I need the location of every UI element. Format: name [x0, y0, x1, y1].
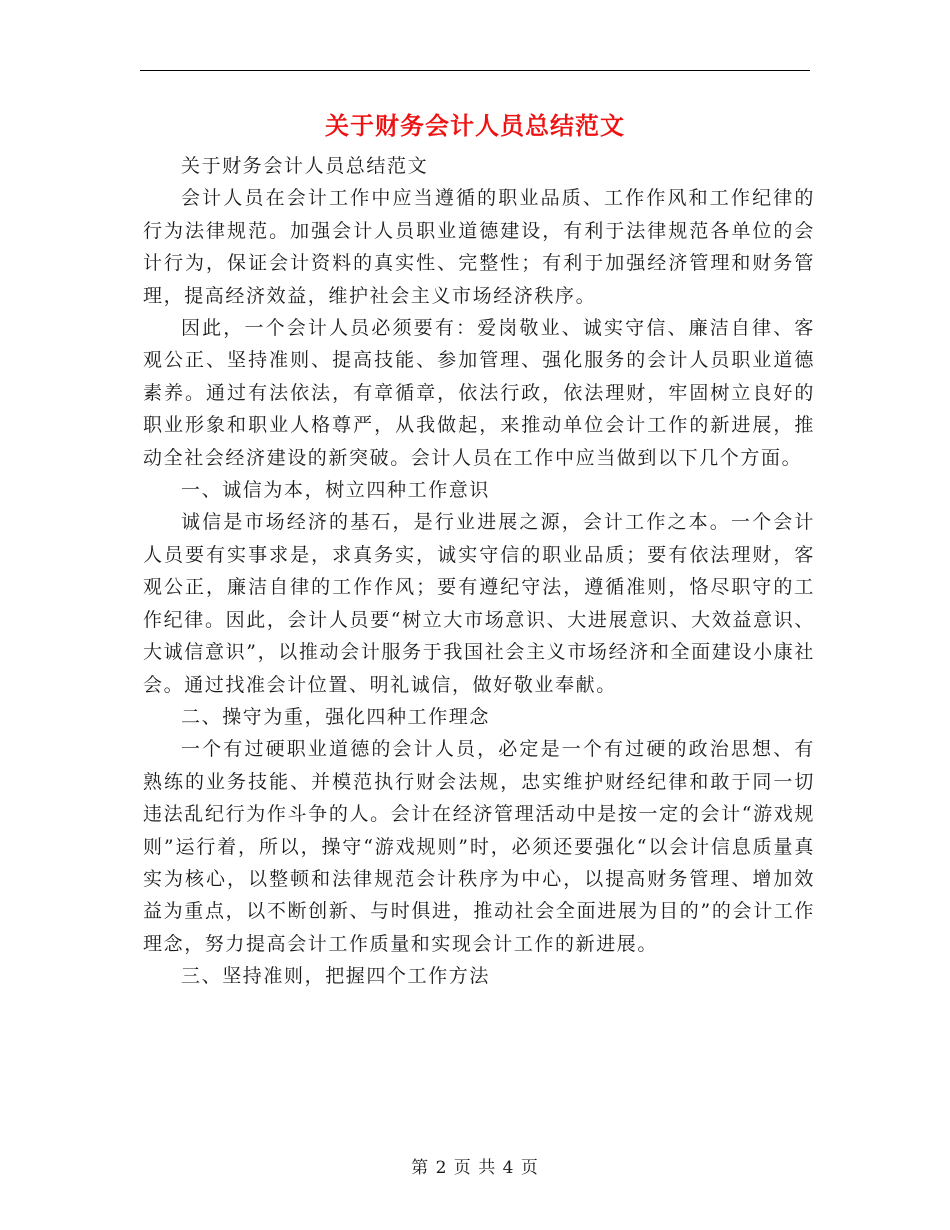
section-heading-3: 三、坚持准则，把握四个工作方法 — [181, 965, 491, 988]
paragraph-integrity: 诚信是市场经济的基石，是行业进展之源，会计工作之本。一个会计人员要有实事求是，求真务实，诚实守信的职业品质；要有依法理财，客观公正，廉洁自律的工作作风；要有遵纪守法，遵循准则，恪尽职守的工作纪律。因此，会计人员要“树立大市场意识、大进展意识、大效益意识、大诚信意识”，以推动会计服务于我国社会主义市场经济和全面建设小康社会。通过找准会计位置、明礼诚信，做好敬业奉献。 — [143, 511, 815, 696]
document-title: 关于财务会计人员总结范文 — [325, 111, 625, 140]
paragraph-ethics: 因此，一个会计人员必须要有：爱岗敬业、诚实守信、廉洁自律、客观公正、坚持准则、提高技能、参加管理、强化服务的会计人员职业道德素养。通过有法依法，有章循章，依法行政，依法理财，牢固树立良好的职业形象和职业人格尊严，从我做起，来推动单位会计工作的新进展，推动全社会经济建设的新突破。会计人员在工作中应当做到以下几个方面。 — [143, 317, 815, 469]
paragraph-intro: 会计人员在会计工作中应当遵循的职业品质、工作作风和工作纪律的行为法律规范。加强会计人员职业道德建设，有利于法律规范各单位的会计行为，保证会计资料的真实性、完整性；有利于加强经济管理和财务管理，提高经济效益，维护社会主义市场经济秩序。 — [143, 187, 815, 307]
paragraph-conduct: 一个有过硬职业道德的会计人员，必定是一个有过硬的政治思想、有熟练的业务技能、并模范执行财会法规，忠实维护财经纪律和敢于同一切违法乱纪行为作斗争的人。会计在经济管理活动中是按一定的会计“游戏规则”运行着，所以，操守“游戏规则”时，必须还要强化“以会计信息质量真实为核心，以整顿和法律规范会计秩序为中心，以提高财务管理、增加效益为重点，以不断创新、与时俱进，推动社会全面进展为目的”的会计工作理念，努力提高会计工作质量和实现会计工作的新进展。 — [143, 738, 815, 955]
section-heading-2: 二、操守为重，强化四种工作理念 — [181, 705, 491, 728]
section-heading-1: 一、诚信为本，树立四种工作意识 — [181, 479, 491, 502]
paragraph-subtitle: 关于财务会计人员总结范文 — [181, 155, 429, 177]
page-number: 第 2 页 共 4 页 — [411, 1158, 539, 1178]
document-body — [143, 150, 815, 993]
header-rule — [140, 70, 810, 71]
page-footer — [0, 1153, 950, 1178]
